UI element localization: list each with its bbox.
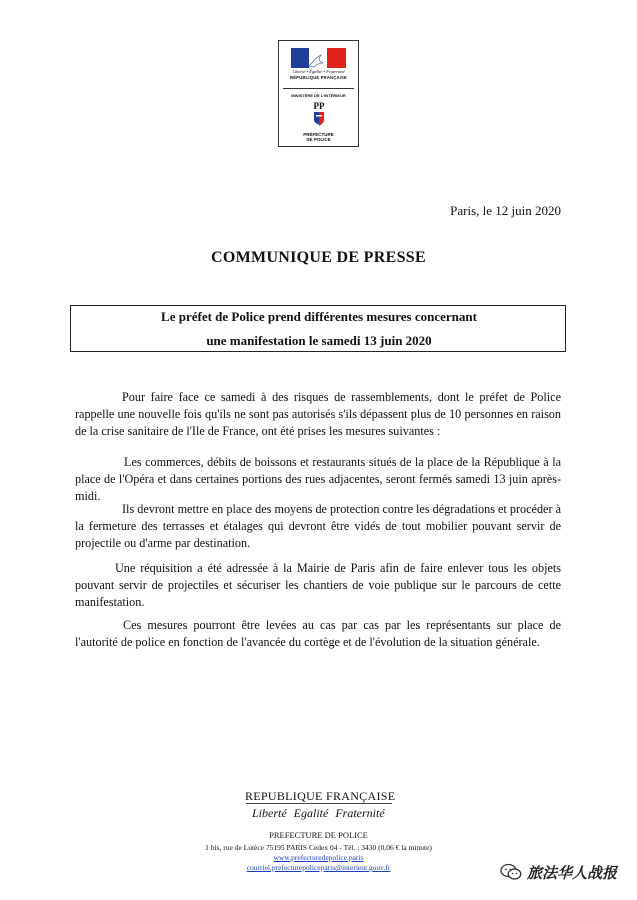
body-paragraph-3: Ils devront mettre en place des moyens de protection contre les dégradations et procéder à la fermeture des terrasses et étalages qui devront être vidés de tout mobilier pouvant servir de projectile ou d'arme par destination. [75,502,561,550]
headline-line1: Le préfet de Police prend différentes mesures concernant [161,309,477,324]
logo-motto: Liberté • Égalité • Fraternité [292,69,345,74]
svg-text:PP: PP [313,101,325,111]
footer-prefecture: PREFECTURE DE POLICE [269,830,368,840]
footer-republic: REPUBLIQUE FRANÇAISE [245,789,396,803]
logo-republic: RÉPUBLIQUE FRANÇAISE [289,75,348,80]
body-paragraph-1: Pour faire face ce samedi à des risques de rassemblements, dont le préfet de Police rappelle une nouvelle fois qu'ils ne sont pas autorisés s'ils dépassent plus de 10 personnes en raison de la crise sanitaire de l'Ile de France, ont été prises les mesures suivantes : [75,390,561,438]
logo-prefecture [279,132,358,142]
logo-divider [283,88,354,89]
logo-prefecture-line1: PRÉFECTURE [303,132,334,137]
watermark-text: 旅法华人战报 [527,864,618,882]
logo-ministry: MINISTÈRE DE L'INTÉRIEUR [291,93,346,98]
footer-motto: Liberté Egalité Fraternité [252,806,385,820]
headline-line2: une manifestation le samedi 13 juin 2020 [206,333,432,348]
footer-divider [246,803,392,804]
tricolor-flag [291,48,346,68]
body-paragraph-5: Ces mesures pourront être levées au cas par cas par les représentants sur place de l'autorité de police en fonction de l'avancée du cortège et de l'évolution de la situation générale. [75,618,561,649]
police-emblem-icon [309,101,329,131]
wechat-icon [500,863,522,881]
headline-box [70,305,566,352]
footer-website-link[interactable]: www.prefecturedepolice.paris [273,853,364,862]
footer-email-link[interactable]: courriel.prefecturepoliceparis@interieur.gouv.fr [246,863,391,872]
document-date: Paris, le 12 juin 2020 [450,203,561,218]
footer-address: 1 bis, rue de Lutèce 75195 PARIS Cedex 04 - Tél. : 3430 (0,06 € la minute) [205,843,432,852]
document-title: COMMUNIQUE DE PRESSE [211,249,426,266]
marianne-icon [305,52,329,68]
logo-prefecture-line2: DE POLICE [306,137,331,142]
body-paragraph-2: Les commerces, débits de boissons et restaurants situés de la place de la République à la place de l'Opéra et dans certaines portions des rues adjacentes, seront fermés samedi 13 juin après-midi. [75,455,561,503]
body-paragraph-4: Une réquisition a été adressée à la Mairie de Paris afin de faire enlever tous les objets pouvant servir de projectiles et sécuriser les chantiers de voie publique sur le parcours de cette manifestation. [75,561,561,609]
prefecture-logo [278,40,359,147]
